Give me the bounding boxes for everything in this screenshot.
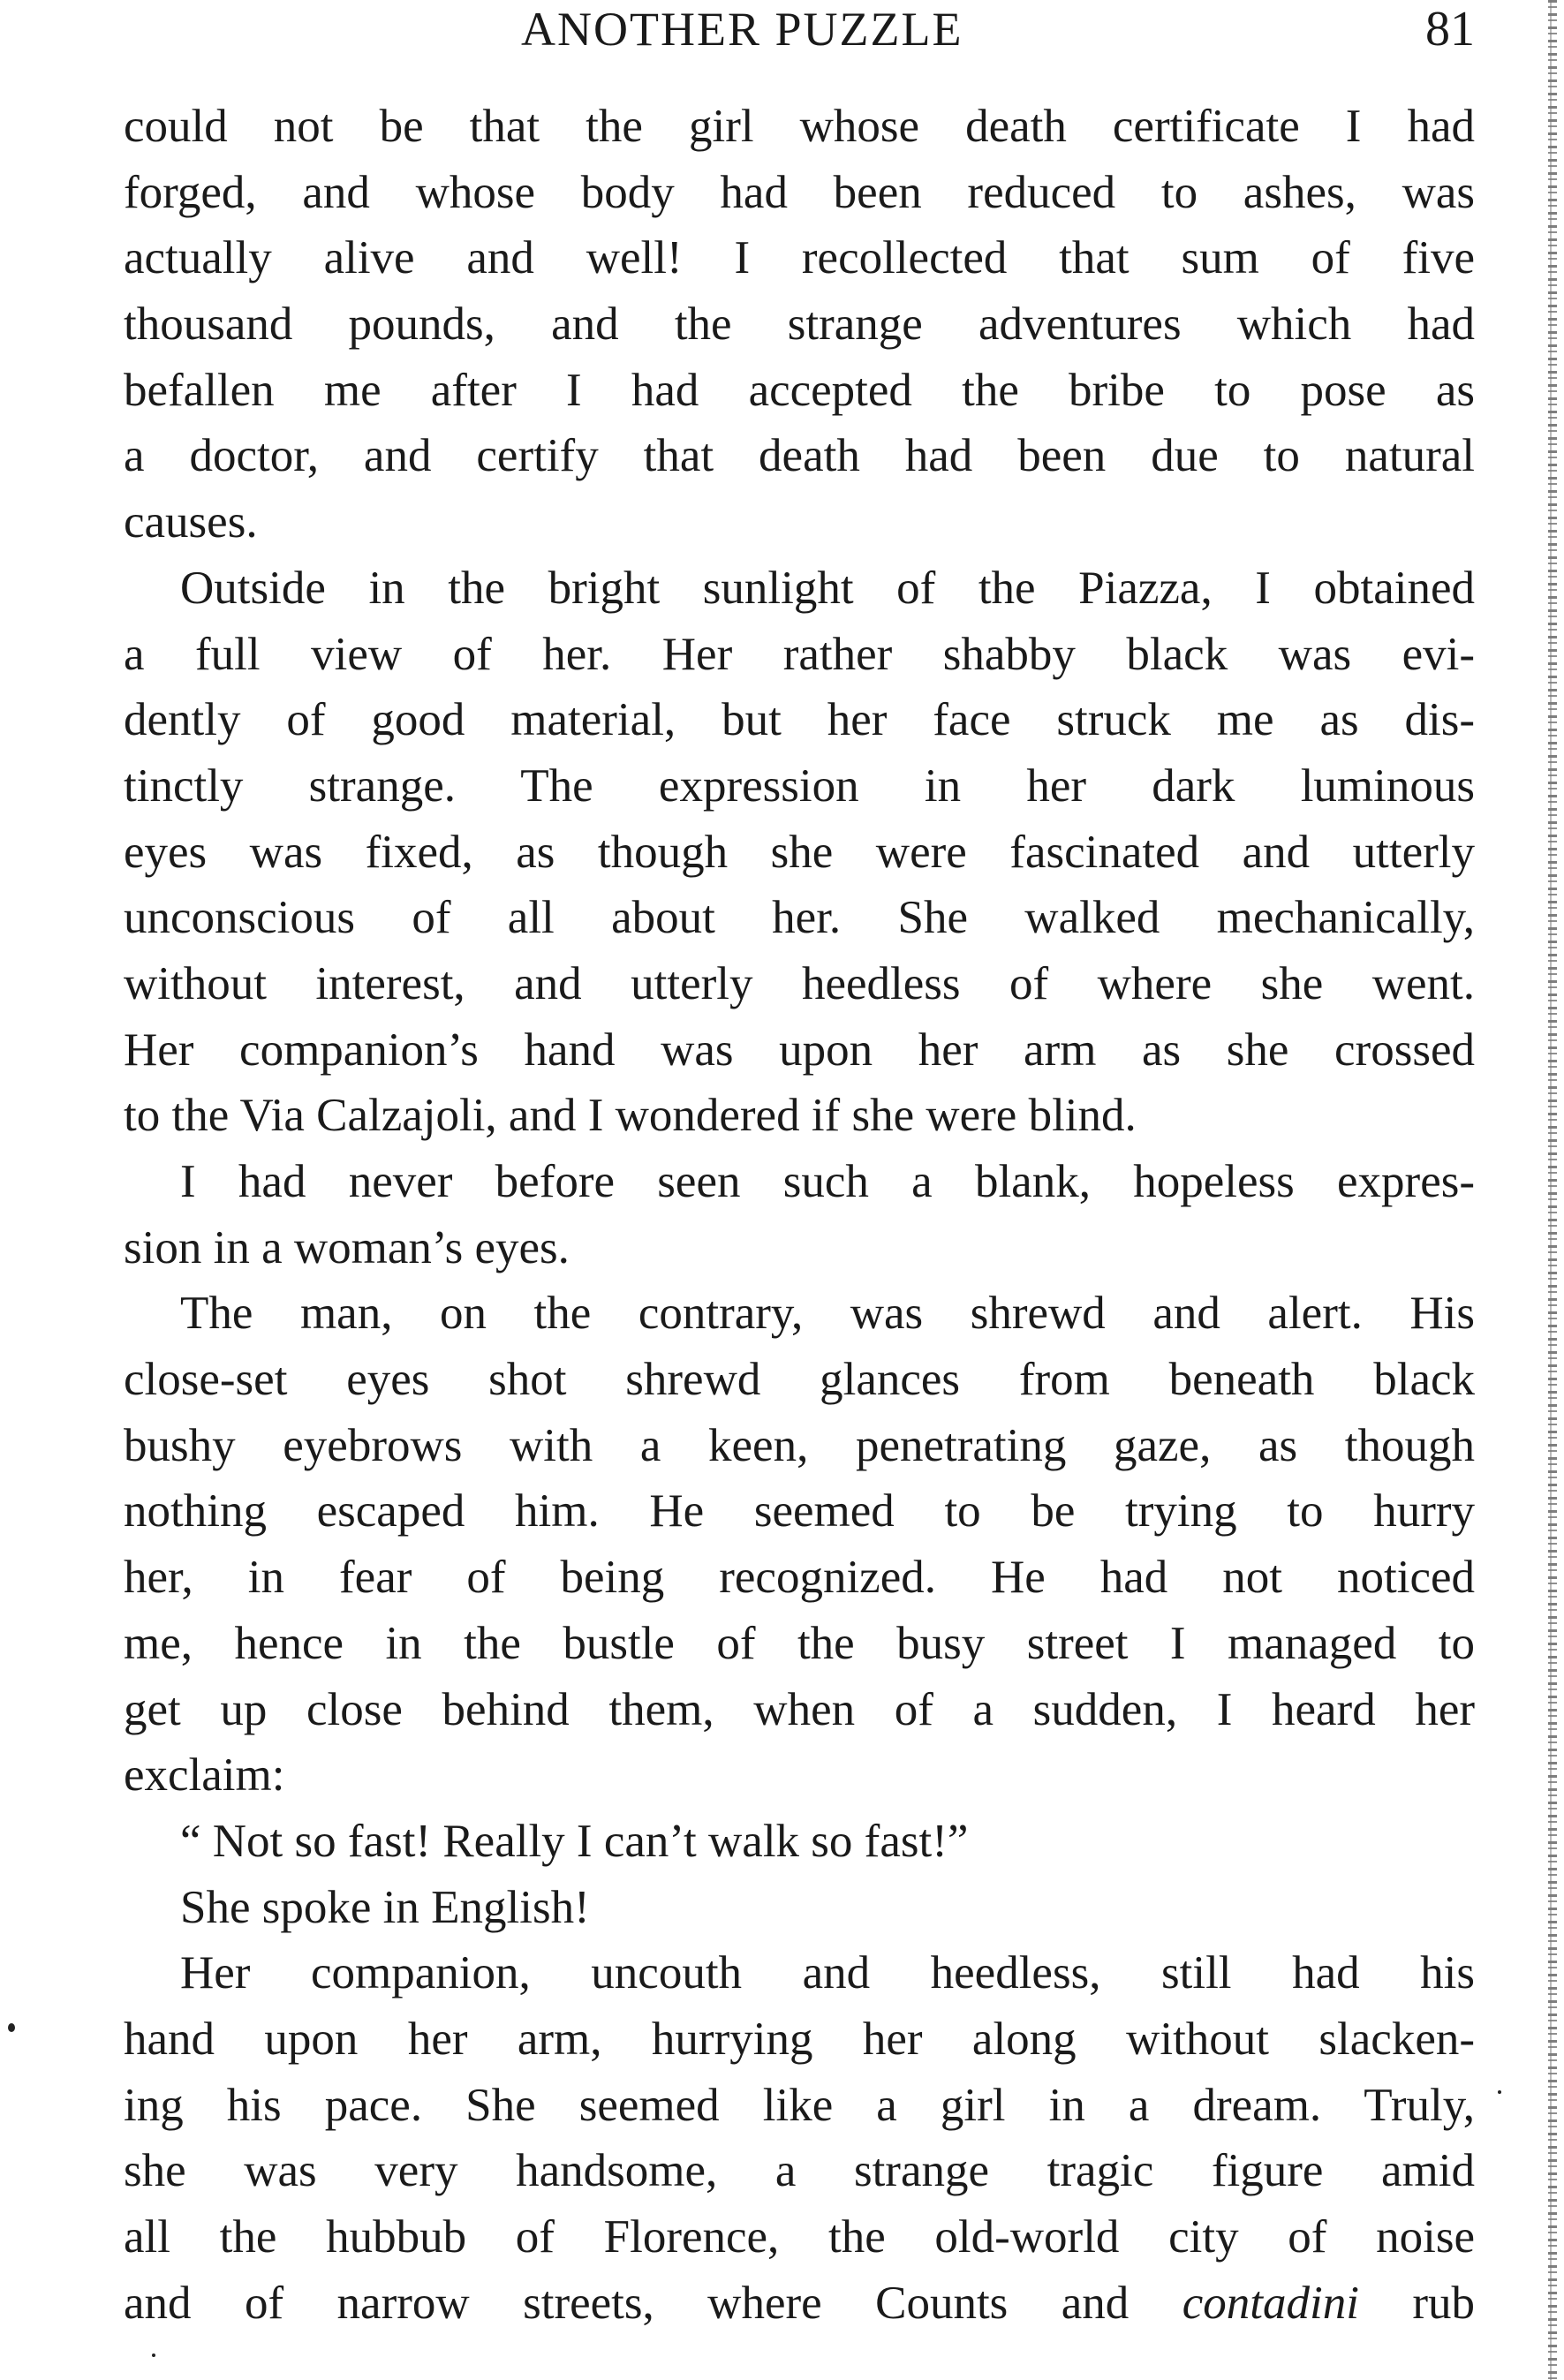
text-line: without interest, and utterly heedless of where she went. bbox=[124, 957, 1475, 1009]
text-line: bushy eyebrows with a keen, penetrating gaze, as though bbox=[124, 1419, 1475, 1471]
text-segment: and of narrow streets, where Counts and bbox=[124, 2277, 1130, 2329]
page-number: 81 bbox=[1425, 2, 1475, 57]
text-line: unconscious of all about her. She walked mechanically, bbox=[124, 892, 1475, 944]
text-line: she was very handsome, a strange tragic figure amid bbox=[124, 2145, 1475, 2197]
text-line: her, in fear of being recognized. He had not noticed bbox=[124, 1552, 1475, 1604]
text-line: actually alive and well! I recollected that sum of five bbox=[124, 232, 1475, 284]
ink-speck bbox=[8, 2023, 15, 2032]
text-line: sion in a woman’s eyes. bbox=[124, 1221, 570, 1273]
text-line: to the Via Calzajoli, and I wondered if she were blind. bbox=[124, 1090, 1137, 1142]
paragraph-first-line: The man, on the contrary, was shrewd and alert. His bbox=[180, 1288, 1475, 1340]
text-line: befallen me after I had accepted the bribe to pose as bbox=[124, 364, 1475, 416]
text-line: close-set eyes shot shrewd glances from beneath black bbox=[124, 1354, 1475, 1406]
text-segment: rub bbox=[1412, 2277, 1476, 2329]
text-line: forged, and whose body had been reduced to ashes, was bbox=[124, 166, 1475, 218]
text-line: causes. bbox=[124, 496, 258, 548]
text-line: nothing escaped him. He seemed to be trying to hurry bbox=[124, 1485, 1475, 1538]
chapter-title: ANOTHER PUZZLE bbox=[521, 3, 963, 56]
text-line: Her companion’s hand was upon her arm as she crossed bbox=[124, 1024, 1475, 1076]
ink-speck bbox=[1498, 2090, 1501, 2094]
page-edge-line bbox=[1550, 0, 1552, 2380]
text-line: dently of good material, but her face struck me as dis- bbox=[124, 694, 1475, 746]
quoted-speech-line: “ Not so fast! Really I can’t walk so fast!” bbox=[180, 1815, 969, 1867]
paragraph-first-line: Her companion, uncouth and heedless, still had his bbox=[180, 1947, 1475, 1999]
text-line: hand upon her arm, hurrying her along without slacken- bbox=[124, 2013, 1475, 2065]
text-line: exclaim: bbox=[124, 1749, 285, 1802]
paragraph-first-line: I had never before seen such a blank, hopeless expres- bbox=[180, 1156, 1475, 1207]
text-line: ing his pace. She seemed like a girl in a dream. Truly, bbox=[124, 2079, 1475, 2131]
paragraph-first-line: She spoke in English! bbox=[180, 1881, 590, 1933]
text-line: could not be that the girl whose death certificate I had bbox=[124, 101, 1475, 152]
text-line: a full view of her. Her rather shabby black was evi- bbox=[124, 628, 1475, 680]
ink-speck bbox=[152, 2354, 155, 2357]
text-line: eyes was fixed, as though she were fascinated and utterly bbox=[124, 826, 1475, 878]
italic-word: contadini bbox=[1182, 2277, 1359, 2329]
text-line: all the hubbub of Florence, the old-world city of noise bbox=[124, 2211, 1475, 2263]
paragraph-first-line: Outside in the bright sunlight of the Piazza, I obtained bbox=[180, 562, 1475, 614]
text-line: tinctly strange. The expression in her dark luminous bbox=[124, 759, 1475, 812]
text-line: thousand pounds, and the strange adventures which had bbox=[124, 298, 1475, 351]
text-line: a doctor, and certify that death had been due to natural bbox=[124, 430, 1475, 482]
text-line: get up close behind them, when of a sudden, I heard her bbox=[124, 1683, 1475, 1735]
body-text bbox=[124, 94, 1475, 2336]
text-line: me, hence in the bustle of the busy street I managed to bbox=[124, 1617, 1475, 1669]
text-line-last bbox=[124, 2270, 1475, 2337]
running-head bbox=[124, 2, 1475, 57]
